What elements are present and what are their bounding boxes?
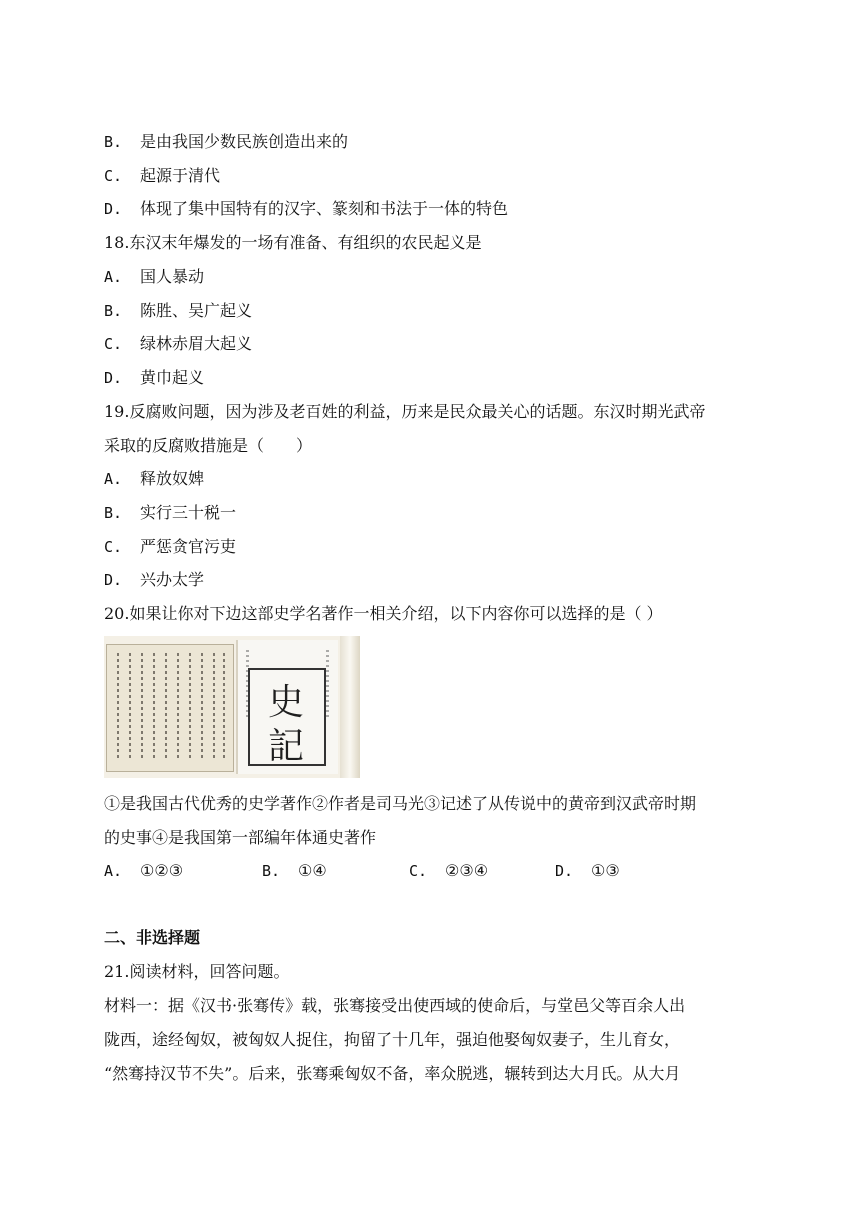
- option-letter: B.: [262, 862, 281, 880]
- option-letter: D.: [104, 200, 123, 218]
- section-title: 二、非选择题: [104, 928, 201, 947]
- option-letter: D.: [104, 369, 123, 387]
- q19-option-c: [104, 537, 236, 557]
- q20-option-b: [262, 861, 327, 881]
- title-char-1: 史: [268, 682, 305, 723]
- shiji-book-image: [104, 636, 360, 778]
- q21-material-line2: 陇西，途经匈奴，被匈奴人捉住，拘留了十几年，强迫他娶匈奴妻子，生儿育女，: [104, 1030, 681, 1049]
- option-letter: B.: [104, 504, 123, 522]
- option-text: 体现了集中国特有的汉字、篆刻和书法于一体的特色: [140, 199, 509, 218]
- book-title-page: [236, 640, 338, 774]
- q20-option-a: [104, 861, 183, 881]
- option-text: ①③: [591, 861, 620, 880]
- option-letter: C.: [409, 862, 428, 880]
- q19-stem-line2: 采取的反腐败措施是（ ）: [104, 436, 313, 455]
- q18-option-d: [104, 368, 204, 388]
- option-text: ①②③: [140, 861, 184, 880]
- option-letter: C.: [104, 335, 123, 353]
- q17-option-d: [104, 199, 508, 219]
- option-text: 陈胜、吴广起义: [140, 301, 253, 320]
- q20-option-d: [555, 861, 620, 881]
- q19-option-a: [104, 469, 204, 489]
- option-text: 释放奴婢: [140, 469, 205, 488]
- option-text: 绿林赤眉大起义: [140, 334, 253, 353]
- q20-stem: 20.如果让你对下边这部史学名著作一相关介绍，以下内容你可以选择的是（ ）: [104, 604, 663, 623]
- title-frame: [248, 668, 326, 766]
- book-left-page: [106, 644, 234, 772]
- option-text: ①④: [298, 861, 327, 880]
- q18-stem: 18.东汉末年爆发的一场有准备、有组织的农民起义是: [104, 233, 482, 252]
- q18-option-a: [104, 267, 204, 287]
- option-text: ②③④: [445, 861, 489, 880]
- option-letter: D.: [104, 571, 123, 589]
- option-letter: C.: [104, 538, 123, 556]
- option-letter: B.: [104, 133, 123, 151]
- option-text: 黄巾起义: [140, 368, 205, 387]
- q19-option-b: [104, 503, 236, 523]
- option-text: 是由我国少数民族创造出来的: [140, 132, 349, 151]
- title-char-2: 記: [268, 726, 305, 767]
- q21-material-line3: “然骞持汉节不失”。后来，张骞乘匈奴不备，率众脱逃，辗转到达大月氏。从大月: [104, 1064, 681, 1083]
- q20-statement-line1: ①是我国古代优秀的史学著作②作者是司马光③记述了从传说中的黄帝到汉武帝时期: [104, 794, 697, 813]
- q18-option-b: [104, 301, 252, 321]
- option-text: 严惩贪官污吏: [140, 537, 237, 556]
- option-letter: D.: [555, 862, 574, 880]
- q21-stem: 21.阅读材料，回答问题。: [104, 962, 290, 981]
- q17-option-b: [104, 132, 348, 152]
- q18-option-c: [104, 334, 252, 354]
- option-text: 起源于清代: [140, 166, 221, 185]
- option-letter: A.: [104, 470, 123, 488]
- option-text: 兴办太学: [140, 570, 205, 589]
- option-text: 实行三十税一: [140, 503, 237, 522]
- q20-option-c: [409, 861, 488, 881]
- option-letter: A.: [104, 268, 123, 286]
- scroll-roll: [340, 636, 360, 778]
- q19-stem-line1: 19.反腐败问题，因为涉及老百姓的利益，历来是民众最关心的话题。东汉时期光武帝: [104, 402, 706, 421]
- q21-material-line1: 材料一：据《汉书·张骞传》载，张骞接受出使西域的使命后，与堂邑父等百余人出: [104, 996, 686, 1015]
- q19-option-d: [104, 570, 204, 590]
- option-letter: A.: [104, 862, 123, 880]
- q17-option-c: [104, 166, 220, 186]
- q20-statement-line2: 的史事④是我国第一部编年体通史著作: [104, 828, 377, 847]
- option-letter: C.: [104, 167, 123, 185]
- option-text: 国人暴动: [140, 267, 205, 286]
- option-letter: B.: [104, 302, 123, 320]
